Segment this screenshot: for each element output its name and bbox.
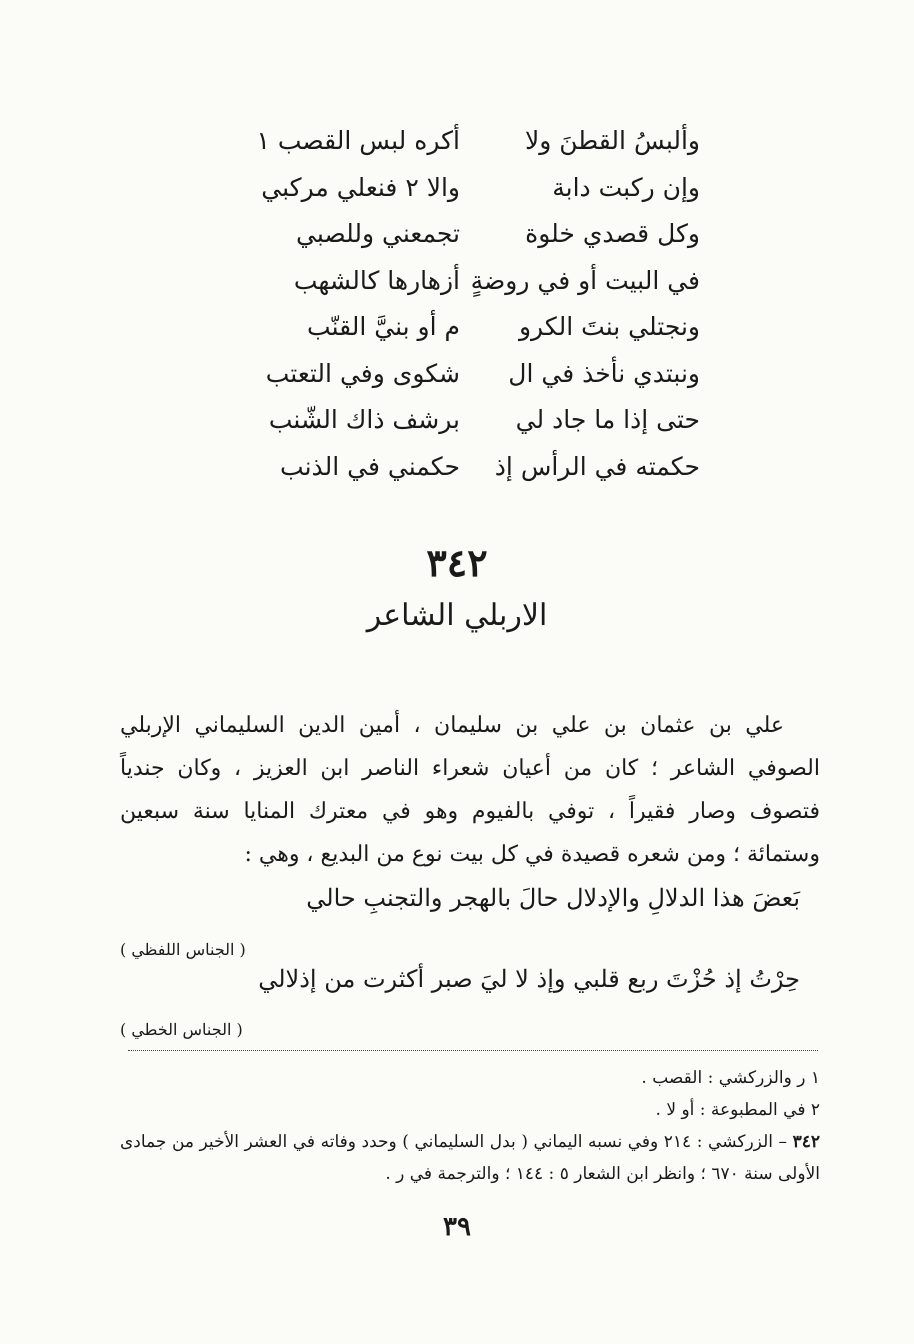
footnote: ٢ في المطبوعة : أو لا .: [655, 1100, 820, 1120]
second-hemistich: والا ٢ فنعلي مركبي: [261, 172, 460, 202]
footnote: ١ ر والزركشي : القصب .: [641, 1068, 820, 1088]
entry-number: ٣٤٢: [426, 540, 488, 585]
entry-title: الاربلي الشاعر: [366, 598, 548, 633]
first-hemistich: وإن ركبت دابة: [552, 172, 700, 202]
example-verse: بَعضَ هذا الدلالِ والإدلال حالَ بالهجر والتجنبِ حالي: [306, 884, 800, 912]
second-hemistich: م أو بنيَّ القنّب: [307, 312, 460, 341]
poem-block: [240, 118, 700, 490]
source-note: [120, 1126, 820, 1190]
second-hemistich: أكره لبس القصب ١: [256, 126, 460, 155]
second-hemistich: حكمني في الذنب: [280, 451, 460, 481]
first-hemistich: حكمته في الرأس إذ: [494, 451, 700, 481]
poem-verse: [240, 351, 700, 398]
poem-verse: [240, 258, 700, 305]
second-hemistich: تجمعني وللصبي: [296, 219, 460, 248]
second-hemistich: أزهارها كالشهب: [293, 265, 460, 295]
poem-verse: [240, 118, 700, 165]
poem-verse: [240, 397, 700, 444]
first-hemistich: ونبتدي نأخذ في ال: [508, 358, 700, 388]
poem-verse: [240, 165, 700, 212]
footnotes: [120, 1062, 820, 1190]
biography-paragraph: [120, 704, 820, 876]
poem-verse: [240, 211, 700, 258]
biography-text: علي بن عثمان بن علي بن سليمان ، أمين الدين السليماني الإربلي الصوفي الشاعر ؛ كان من أعيان شعراء الناصر ابن العزيز ، وكان جندياً فتصوف وصار فقيراً ، توفي بالفيوم وهو في معترك المنايا سنة سبعين وستمائة ؛ ومن شعره قصيدة في كل بيت نوع من البديع ، وهي :: [120, 713, 820, 867]
source-note-number: ٣٤٢: [792, 1132, 820, 1152]
first-hemistich: وألبسُ القطنَ ولا: [524, 126, 700, 155]
poem-verse: [240, 304, 700, 351]
source-note-text: – الزركشي : ٢١٤ وفي نسبه اليماني ( بدل السليماني ) وحدد وفاته في العشر الأخير من جمادى الأولى سنة ٦٧٠ ؛ وانظر ابن الشعار ٥ : ١٤٤ ؛ والترجمة في ر .: [120, 1132, 820, 1184]
example-verse: حِرْتُ إذ حُزْتَ ربع قلبي وإذ لا ليَ صبر أكثرت من إذلالي: [258, 965, 800, 993]
second-hemistich: برشف ذاك الشّنب: [268, 405, 460, 434]
first-hemistich: حتى إذا ما جاد لي: [515, 405, 700, 434]
first-hemistich: وكل قصدي خلوة: [525, 219, 700, 248]
first-hemistich: ونجتلي بنتَ الكرو: [518, 312, 700, 341]
second-hemistich: شكوى وفي التعتب: [265, 358, 460, 388]
poem-verse: [240, 444, 700, 491]
example-label: ( الجناس الخطي ): [120, 1020, 243, 1039]
footnote-divider: [128, 1050, 818, 1051]
page-number: ٣٩: [443, 1212, 471, 1242]
first-hemistich: في البيت أو في روضةٍ: [470, 265, 700, 295]
example-label: ( الجناس اللفظي ): [120, 940, 246, 959]
